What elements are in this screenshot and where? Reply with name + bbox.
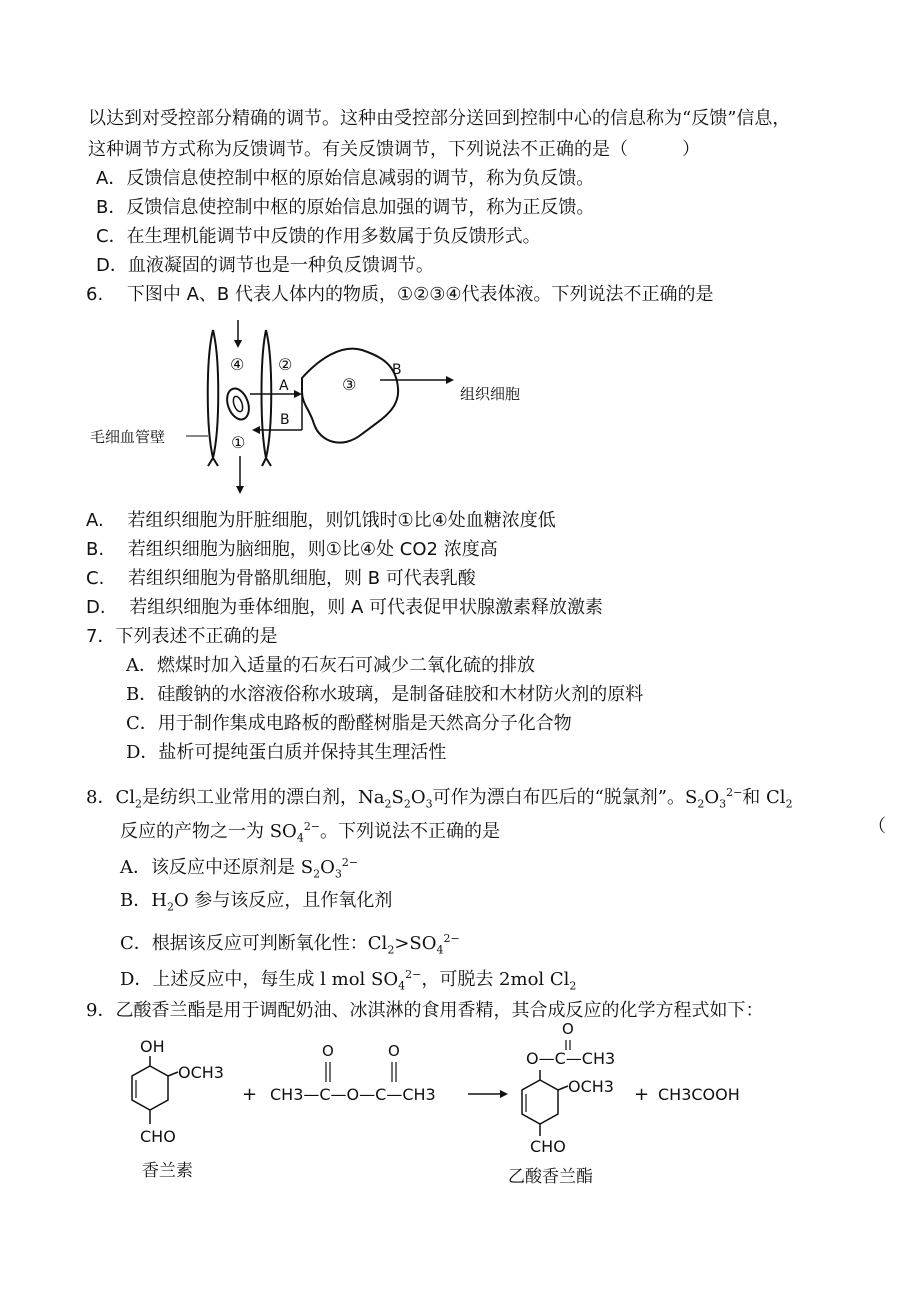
blood-cell-inner [232,395,245,413]
ester-o-top: O [562,1020,574,1038]
arrow-head-top [234,340,242,348]
plus-1: + [242,1084,258,1105]
q6-option-a: A. 若组织细胞为肝脏细胞，则饥饿时①比④处血糖浓度低 [86,510,556,531]
q8-option-a: A．该反应中还原剂是 $S_2O_3^{2-}$ [120,856,359,881]
capillary-wall-right [262,330,272,466]
arrow-a-head [294,390,302,398]
vanillin-cho: CHO [140,1127,176,1146]
arrow-b-top-head [446,376,454,384]
anhydride-o-right: O [388,1042,400,1060]
q7-option-b: B．硅酸钠的水溶液俗称水玻璃，是制备硅胶和木材防火剂的原料 [126,684,644,705]
label-capillary-wall: 毛细血管壁 [90,428,166,446]
arrow-head-bottom [236,486,244,494]
q6-option-c: C. 若组织细胞为骨骼肌细胞，则 B 可代表乳酸 [86,568,476,589]
q5-option-b: B．反馈信息使控制中枢的原始信息加强的调节，称为正反馈。 [96,197,595,218]
reaction-arrow-head [500,1090,508,1098]
q6-stem: 6. 下图中 A、B 代表人体内的物质，①②③④代表体液。下列说法不正确的是 [86,284,714,305]
intro-line-1: 以达到对受控部分精确的调节。这种由受控部分送回到控制中心的信息称为“反馈”信息， [88,108,791,129]
q6-option-d: D. 若组织细胞为垂体细胞，则 A 可代表促甲状腺激素释放激素 [86,597,604,618]
q7-option-d: D．盐析可提纯蛋白质并保持其生理活性 [126,742,447,763]
label-a: A [279,378,289,394]
anhydride-o-left: O [322,1042,334,1060]
vanillin-oh: OH [140,1037,165,1056]
body-fluid-diagram [80,318,540,498]
label-fluid-4: ④ [230,355,245,374]
q9-stem: 9．乙酸香兰酯是用于调配奶油、冰淇淋的食用香精，其合成反应的化学方程式如下： [86,1000,764,1021]
reaction-equation [120,1020,800,1190]
q5-option-d: D．血液凝固的调节也是一种负反馈调节。 [96,255,434,276]
plus-2: + [634,1084,650,1105]
label-fluid-3: ③ [342,375,357,394]
q8-option-b: B．$H_2O$ 参与该反应，且作氧化剂 [120,890,393,914]
q5-option-a: A．反馈信息使控制中枢的原始信息减弱的调节，称为负反馈。 [96,168,595,189]
q8-paren: （ [868,816,886,837]
label-b-mid: B [280,412,290,428]
q5-option-c: C．在生理机能调节中反馈的作用多数属于负反馈形式。 [96,226,541,247]
acetic-acid: CH3COOH [658,1085,740,1104]
label-b-top: B [392,362,402,378]
tissue-cell-outline [302,349,398,443]
label-tissue-cell: 组织细胞 [460,385,521,403]
blood-cell-outer [223,386,253,423]
label-fluid-2: ② [278,355,293,374]
ester-name: 乙酸香兰酯 [508,1167,593,1187]
q8-option-d: D．上述反应中，每生成 l mol $SO_4^{2-}$，可脱去 2mol $Cl_2$ [120,968,577,993]
capillary-wall-left [208,330,219,466]
vanillin-ring [132,1066,168,1110]
ester-cho: CHO [530,1137,566,1156]
vanillin-och3-bond [168,1072,178,1076]
q7-option-c: C．用于制作集成电路板的酚醛树脂是天然高分子化合物 [126,713,572,734]
anhydride-formula: CH3—C—O—C—CH3 [270,1085,436,1104]
ester-group: O—C—CH3 [526,1049,616,1068]
ester-och3: OCH3 [568,1077,614,1096]
vanillin-name: 香兰素 [142,1161,193,1181]
q7-option-a: A．燃煤时加入适量的石灰石可减少二氧化硫的排放 [126,655,535,676]
q8-option-c: C．根据该反应可判断氧化性：$Cl_2>SO_4^{2-}$ [120,932,460,957]
arrow-b-mid-head [252,426,260,434]
intro-line-2: 这种调节方式称为反馈调节。有关反馈调节，下列说法不正确的是（ ） [88,139,700,160]
q7-stem: 7．下列表述不正确的是 [86,626,278,647]
label-fluid-1: ① [231,433,246,452]
vanillin-och3: OCH3 [178,1063,224,1082]
q6-option-b: B. 若组织细胞为脑细胞，则①比④处 CO2 浓度高 [86,539,498,560]
ester-ring [522,1080,558,1124]
q8-line-2: 反应的产物之一为 $SO_4^{2-}$。下列说法不正确的是 [120,820,501,845]
ester-och3-bond [558,1086,568,1090]
q8-line-1: 8．$Cl_2$是纺织工业常用的漂白剂，$Na_2S_2O_3$可作为漂白布匹后的“脱氯剂”。$S_2O_3^{2-}$和 $Cl_2$ [86,786,793,811]
